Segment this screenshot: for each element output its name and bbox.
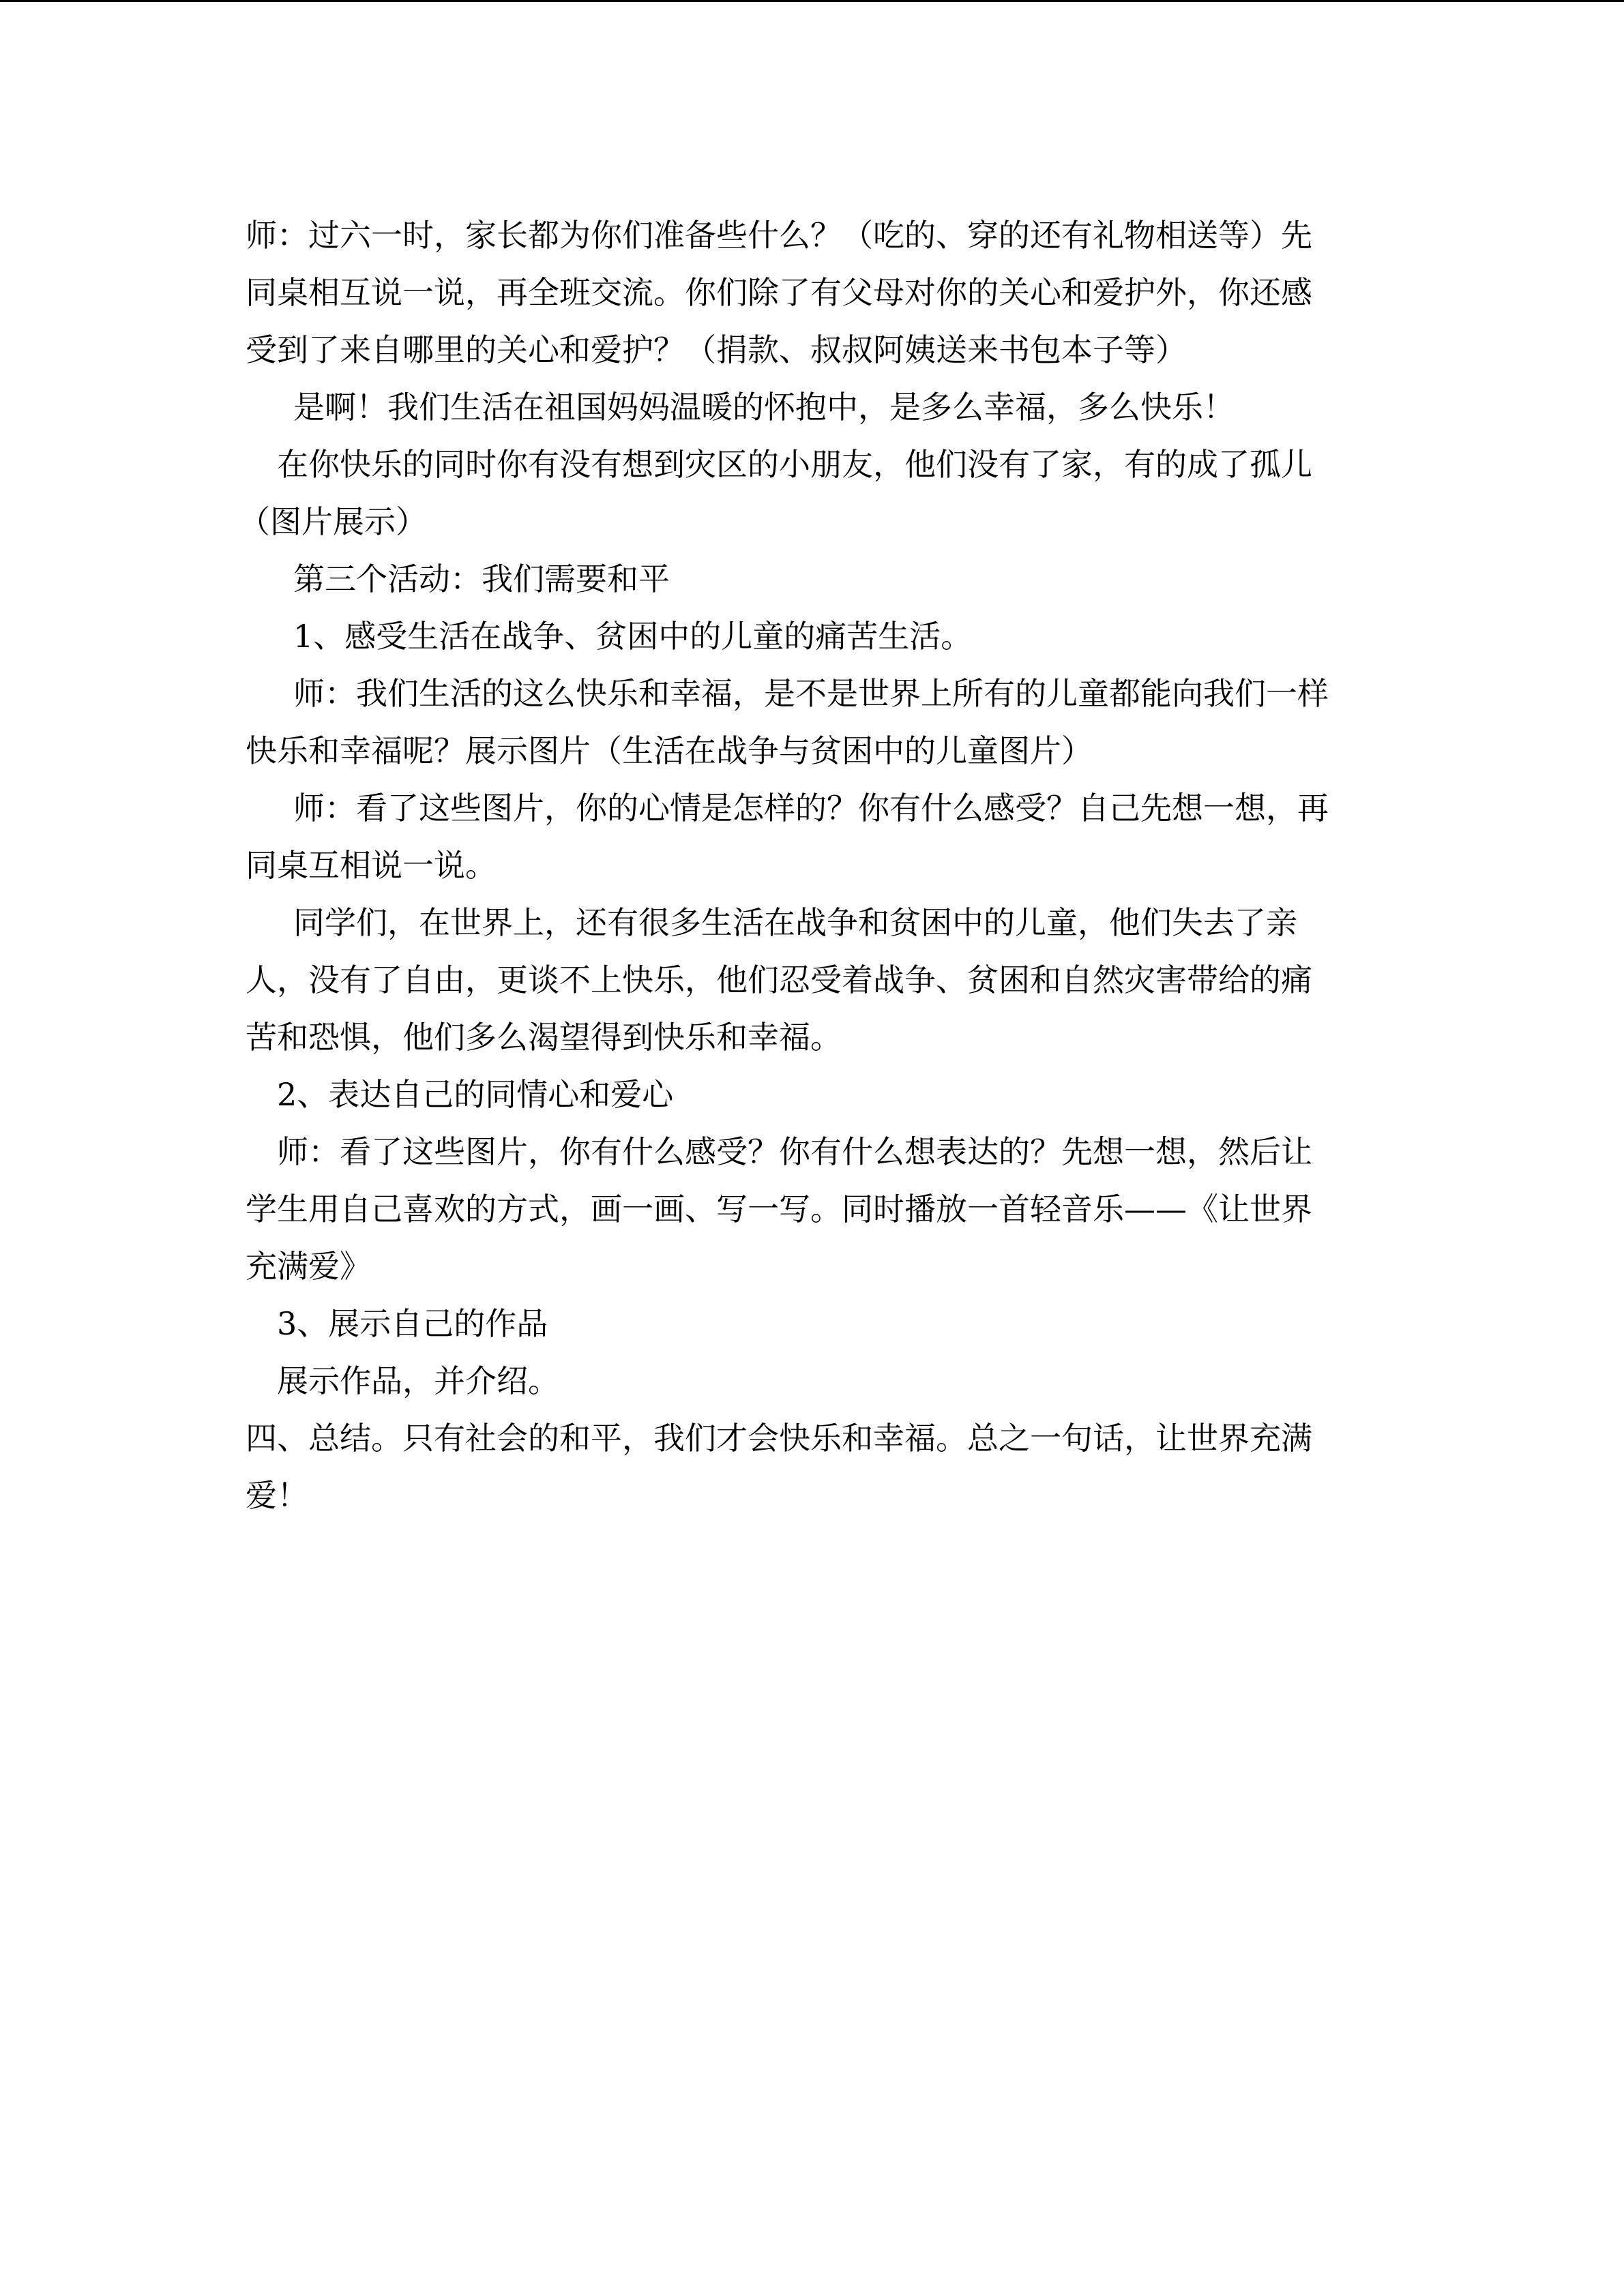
text-line: 在你快乐的同时你有没有想到灾区的小朋友，他们没有了家，有的成了孤儿 bbox=[277, 446, 1312, 483]
text-line: 爱！ bbox=[246, 1477, 308, 1514]
text-line: 同桌互相说一说。 bbox=[246, 847, 497, 884]
item-2-heading bbox=[246, 1066, 1378, 1123]
paragraph-disaster-children bbox=[239, 436, 1378, 550]
paragraph-teacher-question bbox=[246, 207, 1378, 378]
text-line: （图片展示） bbox=[239, 503, 427, 540]
text-line: 同桌相互说一说，再全班交流。你们除了有父母对你的关心和爱护外，你还感 bbox=[246, 274, 1312, 311]
text-line: 第三个活动：我们需要和平 bbox=[293, 561, 670, 597]
text-line: 受到了来自哪里的关心和爱护？（捐款、叔叔阿姨送来书包本子等） bbox=[246, 331, 1187, 368]
text-line: 是啊！我们生活在祖国妈妈温暖的怀抱中，是多么幸福，多么快乐！ bbox=[293, 389, 1235, 426]
paragraph-express-feelings bbox=[246, 1123, 1378, 1295]
text-line: 人，没有了自由，更谈不上快乐，他们忍受着战争、贫困和自然灾害带给的痛 bbox=[246, 961, 1312, 998]
text-line: 师：过六一时，家长都为你们准备些什么？（吃的、穿的还有礼物相送等）先 bbox=[246, 217, 1312, 254]
paragraph-teacher-world-children bbox=[246, 665, 1378, 779]
text-line: 苦和恐惧，他们多么渴望得到快乐和幸福。 bbox=[246, 1019, 842, 1056]
text-line: 同学们，在世界上，还有很多生活在战争和贫困中的儿童，他们失去了亲 bbox=[293, 904, 1297, 941]
text-line: 1、感受生活在战争、贫困中的儿童的痛苦生活。 bbox=[293, 618, 973, 655]
text-line: 3、展示自己的作品 bbox=[277, 1305, 548, 1342]
paragraph-teacher-feelings bbox=[246, 779, 1378, 894]
paragraph-happy-life bbox=[246, 378, 1378, 436]
paragraph-show-works bbox=[246, 1352, 1378, 1410]
text-line: 充满爱》 bbox=[246, 1248, 371, 1285]
text-line: 快乐和幸福呢？展示图片（生活在战争与贫困中的儿童图片） bbox=[246, 732, 1093, 769]
text-line: 师：看了这些图片，你有什么感受？你有什么想表达的？先想一想，然后让 bbox=[277, 1133, 1312, 1170]
text-line: 展示作品，并介绍。 bbox=[277, 1362, 559, 1399]
item-1-heading bbox=[246, 608, 1378, 665]
text-line: 师：看了这些图片，你的心情是怎样的？你有什么感受？自己先想一想，再 bbox=[293, 790, 1329, 826]
text-line: 学生用自己喜欢的方式，画一画、写一写。同时播放一首轻音乐——《让世界 bbox=[246, 1191, 1312, 1227]
text-line: 2、表达自己的同情心和爱心 bbox=[277, 1076, 674, 1113]
document-body bbox=[239, 207, 1378, 1524]
paragraph-summary bbox=[246, 1410, 1378, 1524]
text-line: 四、总结。只有社会的和平，我们才会快乐和幸福。总之一句话，让世界充满 bbox=[246, 1420, 1312, 1457]
text-line: 师：我们生活的这么快乐和幸福，是不是世界上所有的儿童都能向我们一样 bbox=[293, 675, 1329, 712]
paragraph-war-poverty bbox=[246, 894, 1378, 1066]
item-3-heading bbox=[246, 1295, 1378, 1352]
heading-activity-three bbox=[246, 550, 1378, 608]
